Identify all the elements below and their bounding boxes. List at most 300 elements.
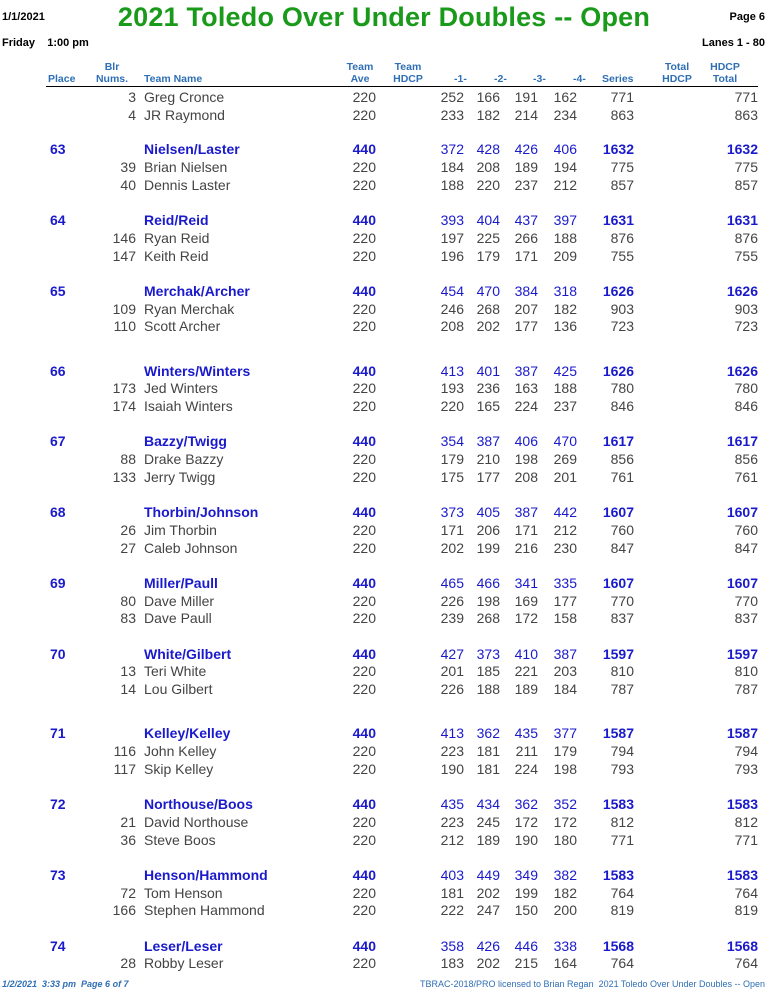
game-1-cell: 413 — [440, 725, 464, 741]
series-cell: 787 — [610, 681, 634, 697]
team-name-cell: Merchak/Archer — [144, 283, 250, 299]
game-3-cell: 362 — [514, 796, 538, 812]
game-3-cell: 199 — [514, 885, 538, 901]
col-series-header: Series — [602, 73, 634, 85]
bowler-name-cell: Ryan Reid — [144, 230, 210, 246]
bowler-row — [0, 680, 768, 698]
game-4-cell: 188 — [553, 380, 577, 396]
col-hdcp-total-header: HDCP Total — [710, 61, 740, 85]
bowler-row — [0, 247, 768, 265]
col-team-ave-header: Team Ave — [346, 61, 374, 85]
series-cell: 794 — [610, 743, 634, 759]
average-cell: 440 — [352, 141, 376, 157]
game-4-cell: 184 — [553, 681, 577, 697]
hdcp-total-cell: 1587 — [726, 725, 758, 741]
average-cell: 220 — [352, 318, 376, 334]
bowler-name-cell: David Northouse — [144, 814, 249, 830]
col-game2-header: -2- — [494, 73, 507, 85]
footer-license: TBRAC-2018/PRO licensed to Brian Regan 2021 Toledo Over Under Doubles -- Open — [419, 979, 765, 989]
lanes-range: Lanes 1 - 80 — [702, 37, 765, 49]
place-cell: 64 — [50, 212, 66, 228]
average-cell: 440 — [352, 867, 376, 883]
game-3-cell: 387 — [514, 504, 538, 520]
average-cell: 440 — [352, 283, 376, 299]
game-2-cell: 181 — [476, 743, 500, 759]
average-cell: 220 — [352, 540, 376, 556]
hdcp-total-cell: 793 — [734, 761, 758, 777]
game-3-cell: 215 — [514, 955, 538, 971]
series-cell: 755 — [610, 248, 634, 264]
place-cell: 70 — [50, 646, 66, 662]
game-3-cell: 266 — [514, 230, 538, 246]
game-2-cell: 208 — [476, 159, 500, 175]
game-2-cell: 268 — [476, 610, 500, 626]
report-date: 1/1/2021 — [2, 11, 45, 23]
team-name-cell: White/Gilbert — [144, 646, 232, 662]
bowler-row — [0, 521, 768, 539]
game-1-cell: 201 — [440, 663, 464, 679]
bowler-number-cell: 26 — [120, 522, 136, 538]
game-3-cell: 169 — [514, 593, 538, 609]
series-cell: 1631 — [602, 212, 634, 228]
bowler-row — [0, 592, 768, 610]
game-2-cell: 182 — [476, 107, 500, 123]
game-1-cell: 226 — [440, 681, 464, 697]
game-2-cell: 401 — [476, 363, 500, 379]
game-1-cell: 208 — [440, 318, 464, 334]
series-cell: 1583 — [602, 796, 634, 812]
bowler-name-cell: Keith Reid — [144, 248, 209, 264]
hdcp-total-cell: 857 — [734, 177, 758, 193]
bowler-row — [0, 468, 768, 486]
average-cell: 220 — [352, 107, 376, 123]
game-4-cell: 234 — [553, 107, 577, 123]
series-cell: 812 — [610, 814, 634, 830]
game-1-cell: 246 — [440, 301, 464, 317]
game-2-cell: 449 — [476, 867, 500, 883]
game-2-cell: 181 — [476, 761, 500, 777]
bowler-number-cell: 28 — [120, 955, 136, 971]
game-3-cell: 216 — [514, 540, 538, 556]
game-3-cell: 437 — [514, 212, 538, 228]
hdcp-total-cell: 760 — [734, 522, 758, 538]
game-2-cell: 387 — [476, 433, 500, 449]
series-cell: 1617 — [602, 433, 634, 449]
game-1-cell: 239 — [440, 610, 464, 626]
hdcp-total-cell: 856 — [734, 451, 758, 467]
bowler-number-cell: 166 — [112, 902, 136, 918]
bowler-row — [0, 88, 768, 106]
series-cell: 764 — [610, 955, 634, 971]
bowler-row — [0, 379, 768, 397]
hdcp-total-cell: 1617 — [726, 433, 758, 449]
game-4-cell: 318 — [553, 283, 577, 299]
bowler-number-cell: 3 — [128, 89, 136, 105]
bowler-name-cell: Dave Paull — [144, 610, 212, 626]
game-1-cell: 220 — [440, 398, 464, 414]
series-cell: 770 — [610, 593, 634, 609]
game-1-cell: 222 — [440, 902, 464, 918]
bowler-number-cell: 117 — [113, 761, 136, 777]
hdcp-total-cell: 780 — [734, 380, 758, 396]
game-1-cell: 403 — [440, 867, 464, 883]
average-cell: 440 — [352, 938, 376, 954]
series-cell: 775 — [610, 159, 634, 175]
bowler-name-cell: Jim Thorbin — [144, 522, 217, 538]
average-cell: 220 — [352, 230, 376, 246]
game-2-cell: 236 — [476, 380, 500, 396]
team-name-cell: Leser/Leser — [144, 938, 223, 954]
team-row — [0, 795, 768, 813]
bowler-row — [0, 901, 768, 919]
game-3-cell: 237 — [514, 177, 538, 193]
team-name-cell: Miller/Paull — [144, 575, 218, 591]
game-4-cell: 158 — [553, 610, 577, 626]
game-1-cell: 252 — [440, 89, 464, 105]
average-cell: 220 — [352, 814, 376, 830]
bowler-number-cell: 40 — [120, 177, 136, 193]
game-4-cell: 442 — [553, 504, 577, 520]
average-cell: 440 — [352, 575, 376, 591]
average-cell: 220 — [352, 159, 376, 175]
col-blr-header: Blr Nums. — [95, 61, 129, 85]
hdcp-total-cell: 1583 — [726, 796, 758, 812]
game-2-cell: 179 — [476, 248, 500, 264]
game-2-cell: 189 — [476, 832, 500, 848]
hdcp-total-cell: 1626 — [726, 283, 758, 299]
series-cell: 1583 — [602, 867, 634, 883]
game-4-cell: 269 — [553, 451, 577, 467]
bowler-number-cell: 173 — [112, 380, 136, 396]
game-1-cell: 233 — [440, 107, 464, 123]
game-1-cell: 190 — [440, 761, 464, 777]
game-4-cell: 201 — [553, 469, 577, 485]
game-4-cell: 212 — [553, 522, 577, 538]
series-cell: 780 — [610, 380, 634, 396]
average-cell: 220 — [352, 469, 376, 485]
hdcp-total-cell: 771 — [734, 89, 758, 105]
game-2-cell: 404 — [476, 212, 500, 228]
team-row — [0, 937, 768, 955]
average-cell: 220 — [352, 663, 376, 679]
bowler-number-cell: 88 — [120, 451, 136, 467]
session-day-time: Friday 1:00 pm — [2, 37, 89, 49]
hdcp-total-cell: 847 — [734, 540, 758, 556]
col-place-header: Place — [48, 73, 76, 85]
bowler-number-cell: 39 — [120, 159, 136, 175]
col-game4-header: -4- — [573, 73, 586, 85]
team-row — [0, 282, 768, 300]
team-name-cell: Henson/Hammond — [144, 867, 268, 883]
game-3-cell: 410 — [514, 646, 538, 662]
average-cell: 220 — [352, 398, 376, 414]
average-cell: 220 — [352, 301, 376, 317]
team-name-cell: Thorbin/Johnson — [144, 504, 259, 520]
average-cell: 220 — [352, 89, 376, 105]
hdcp-total-cell: 755 — [734, 248, 758, 264]
game-2-cell: 210 — [476, 451, 500, 467]
bowler-name-cell: Robby Leser — [144, 955, 224, 971]
bowler-name-cell: Skip Kelley — [144, 761, 214, 777]
game-3-cell: 214 — [514, 107, 538, 123]
bowler-row — [0, 662, 768, 680]
header-divider — [46, 86, 758, 87]
series-cell: 847 — [610, 540, 634, 556]
game-4-cell: 182 — [553, 885, 577, 901]
bowler-name-cell: Jed Winters — [144, 380, 218, 396]
series-cell: 863 — [610, 107, 634, 123]
average-cell: 220 — [352, 955, 376, 971]
bowler-name-cell: Greg Cronce — [144, 89, 225, 105]
bowler-number-cell: 116 — [113, 743, 136, 759]
series-cell: 876 — [610, 230, 634, 246]
game-4-cell: 377 — [553, 725, 577, 741]
average-cell: 440 — [352, 363, 376, 379]
average-cell: 220 — [352, 902, 376, 918]
col-game3-header: -3- — [533, 73, 546, 85]
game-1-cell: 373 — [440, 504, 464, 520]
bowler-number-cell: 4 — [128, 107, 136, 123]
place-cell: 73 — [50, 867, 66, 883]
bowler-row — [0, 450, 768, 468]
game-4-cell: 177 — [553, 593, 577, 609]
average-cell: 220 — [352, 522, 376, 538]
game-1-cell: 435 — [440, 796, 464, 812]
bowler-number-cell: 21 — [120, 814, 136, 830]
team-row — [0, 140, 768, 158]
bowler-name-cell: Stephen Hammond — [144, 902, 265, 918]
game-3-cell: 150 — [514, 902, 538, 918]
game-1-cell: 171 — [440, 522, 464, 538]
game-1-cell: 196 — [440, 248, 464, 264]
place-cell: 69 — [50, 575, 66, 591]
team-name-cell: Winters/Winters — [144, 363, 251, 379]
team-name-cell: Bazzy/Twigg — [144, 433, 227, 449]
hdcp-total-cell: 1568 — [726, 938, 758, 954]
average-cell: 220 — [352, 380, 376, 396]
team-row — [0, 866, 768, 884]
report-title: 2021 Toledo Over Under Doubles -- Open — [117, 2, 651, 32]
hdcp-total-cell: 1632 — [726, 141, 758, 157]
game-3-cell: 207 — [514, 301, 538, 317]
bowler-name-cell: John Kelley — [144, 743, 217, 759]
team-row — [0, 211, 768, 229]
game-3-cell: 189 — [514, 159, 538, 175]
game-1-cell: 193 — [440, 380, 464, 396]
game-4-cell: 179 — [553, 743, 577, 759]
bowler-number-cell: 133 — [112, 469, 136, 485]
bowler-name-cell: Dave Miller — [144, 593, 215, 609]
bowler-row — [0, 300, 768, 318]
team-row — [0, 362, 768, 380]
series-cell: 1607 — [602, 504, 634, 520]
game-1-cell: 197 — [440, 230, 464, 246]
team-row — [0, 724, 768, 742]
series-cell: 837 — [610, 610, 634, 626]
game-2-cell: 165 — [476, 398, 500, 414]
game-2-cell: 199 — [476, 540, 500, 556]
bowler-number-cell: 83 — [120, 610, 136, 626]
hdcp-total-cell: 1583 — [726, 867, 758, 883]
game-1-cell: 175 — [440, 469, 464, 485]
place-cell: 74 — [50, 938, 66, 954]
game-3-cell: 406 — [514, 433, 538, 449]
game-4-cell: 180 — [553, 832, 577, 848]
bowler-row — [0, 813, 768, 831]
game-4-cell: 209 — [553, 248, 577, 264]
game-4-cell: 188 — [553, 230, 577, 246]
hdcp-total-cell: 761 — [734, 469, 758, 485]
game-3-cell: 172 — [514, 610, 538, 626]
team-name-cell: Nielsen/Laster — [144, 141, 240, 157]
series-cell: 1568 — [602, 938, 634, 954]
series-cell: 857 — [610, 177, 634, 193]
hdcp-total-cell: 1597 — [726, 646, 758, 662]
game-1-cell: 183 — [440, 955, 464, 971]
game-3-cell: 224 — [514, 398, 538, 414]
game-1-cell: 358 — [440, 938, 464, 954]
series-cell: 1607 — [602, 575, 634, 591]
game-4-cell: 382 — [553, 867, 577, 883]
game-3-cell: 384 — [514, 283, 538, 299]
hdcp-total-cell: 1607 — [726, 504, 758, 520]
series-cell: 1632 — [602, 141, 634, 157]
average-cell: 440 — [352, 212, 376, 228]
average-cell: 440 — [352, 504, 376, 520]
series-cell: 771 — [610, 832, 634, 848]
game-4-cell: 425 — [553, 363, 577, 379]
game-2-cell: 470 — [476, 283, 500, 299]
footer-print-info: 1/2/2021 3:33 pm Page 6 of 7 — [2, 979, 129, 989]
team-row — [0, 432, 768, 450]
page-number: Page 6 — [729, 11, 765, 23]
series-cell: 903 — [610, 301, 634, 317]
bowler-number-cell: 72 — [120, 885, 136, 901]
game-3-cell: 191 — [514, 89, 538, 105]
bowler-number-cell: 110 — [113, 318, 136, 334]
game-4-cell: 198 — [553, 761, 577, 777]
bowler-number-cell: 147 — [112, 248, 136, 264]
place-cell: 63 — [50, 141, 66, 157]
hdcp-total-cell: 787 — [734, 681, 758, 697]
bowler-number-cell: 174 — [112, 398, 136, 414]
game-3-cell: 171 — [514, 522, 538, 538]
place-cell: 67 — [50, 433, 66, 449]
hdcp-total-cell: 846 — [734, 398, 758, 414]
team-name-cell: Kelley/Kelley — [144, 725, 231, 741]
col-team-hdcp-header: Team HDCP — [393, 61, 423, 85]
team-row — [0, 503, 768, 521]
bowler-row — [0, 831, 768, 849]
average-cell: 440 — [352, 796, 376, 812]
game-4-cell: 172 — [553, 814, 577, 830]
game-4-cell: 352 — [553, 796, 577, 812]
bowler-number-cell: 27 — [120, 540, 136, 556]
bowler-name-cell: Tom Henson — [144, 885, 223, 901]
game-2-cell: 225 — [476, 230, 500, 246]
place-cell: 68 — [50, 504, 66, 520]
game-4-cell: 387 — [553, 646, 577, 662]
average-cell: 440 — [352, 433, 376, 449]
game-4-cell: 397 — [553, 212, 577, 228]
game-2-cell: 428 — [476, 141, 500, 157]
series-cell: 819 — [610, 902, 634, 918]
game-3-cell: 387 — [514, 363, 538, 379]
game-1-cell: 223 — [440, 743, 464, 759]
game-4-cell: 136 — [553, 318, 577, 334]
hdcp-total-cell: 723 — [734, 318, 758, 334]
average-cell: 220 — [352, 885, 376, 901]
series-cell: 723 — [610, 318, 634, 334]
game-2-cell: 220 — [476, 177, 500, 193]
game-2-cell: 202 — [476, 955, 500, 971]
game-3-cell: 177 — [514, 318, 538, 334]
game-2-cell: 185 — [476, 663, 500, 679]
bowler-number-cell: 14 — [120, 681, 136, 697]
hdcp-total-cell: 876 — [734, 230, 758, 246]
bowler-name-cell: Isaiah Winters — [144, 398, 233, 414]
hdcp-total-cell: 794 — [734, 743, 758, 759]
game-4-cell: 237 — [553, 398, 577, 414]
game-3-cell: 341 — [514, 575, 538, 591]
col-total-hdcp-header: Total HDCP — [662, 61, 692, 85]
hdcp-total-cell: 837 — [734, 610, 758, 626]
bowler-row — [0, 229, 768, 247]
game-4-cell: 230 — [553, 540, 577, 556]
bowler-row — [0, 106, 768, 124]
game-4-cell: 406 — [553, 141, 577, 157]
bowler-row — [0, 158, 768, 176]
average-cell: 220 — [352, 177, 376, 193]
bowler-number-cell: 146 — [112, 230, 136, 246]
game-3-cell: 190 — [514, 832, 538, 848]
game-1-cell: 454 — [440, 283, 464, 299]
bowler-name-cell: Caleb Johnson — [144, 540, 238, 556]
game-1-cell: 181 — [440, 885, 464, 901]
bowler-row — [0, 742, 768, 760]
bowler-row — [0, 317, 768, 335]
series-cell: 1626 — [602, 363, 634, 379]
average-cell: 220 — [352, 681, 376, 697]
game-1-cell: 465 — [440, 575, 464, 591]
series-cell: 761 — [610, 469, 634, 485]
game-2-cell: 247 — [476, 902, 500, 918]
game-2-cell: 166 — [476, 89, 500, 105]
col-game1-header: -1- — [454, 73, 467, 85]
hdcp-total-cell: 810 — [734, 663, 758, 679]
game-4-cell: 203 — [553, 663, 577, 679]
bowler-row — [0, 397, 768, 415]
game-2-cell: 434 — [476, 796, 500, 812]
game-1-cell: 427 — [440, 646, 464, 662]
game-1-cell: 226 — [440, 593, 464, 609]
average-cell: 440 — [352, 725, 376, 741]
series-cell: 810 — [610, 663, 634, 679]
average-cell: 220 — [352, 451, 376, 467]
series-cell: 846 — [610, 398, 634, 414]
game-3-cell: 189 — [514, 681, 538, 697]
game-4-cell: 194 — [553, 159, 577, 175]
hdcp-total-cell: 819 — [734, 902, 758, 918]
series-cell: 760 — [610, 522, 634, 538]
game-2-cell: 188 — [476, 681, 500, 697]
game-3-cell: 446 — [514, 938, 538, 954]
bowler-name-cell: Ryan Merchak — [144, 301, 235, 317]
bowler-row — [0, 760, 768, 778]
series-cell: 764 — [610, 885, 634, 901]
hdcp-total-cell: 812 — [734, 814, 758, 830]
hdcp-total-cell: 764 — [734, 885, 758, 901]
